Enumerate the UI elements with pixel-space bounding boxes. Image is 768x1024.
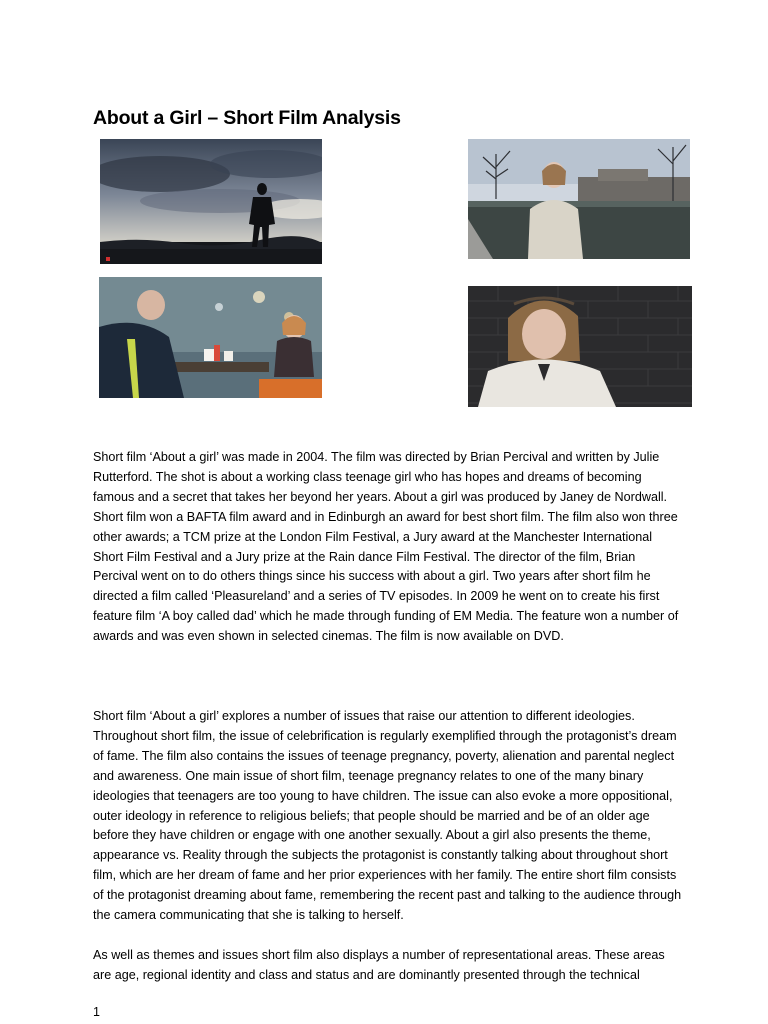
paragraph-issues-themes: Short film ‘About a girl’ explores a number of issues that raise our attention to different ideologies. Throughout short film, the issue of celebrification is regularly exemplified through the protagonist’s dream of fame. The film also contains the issues of teenage pregnancy, poverty, alienation and parental neglect and awareness. One main issue of short film, teenage pregnancy relates to one of the many binary ideologies that teenagers are too young to have children. The issue can also evoke a more oppositional, outer ideology in reference to religious beliefs; that people should be married and be of an older age before they have children or engage with one another sexually. About a girl also presents the theme, appearance vs. Reality through the subjects the protagonist is constantly talking about throughout short film, which are her dream of fame and her prior experiences with her family. The entire short film consists of the protagonist dreaming about fame, remembering the recent past and talking to the audience through the camera communicating that she is talking to herself. [93, 709, 682, 923]
film-still-girl-by-water-image [468, 139, 690, 259]
film-still-girl-brick-wall-image [468, 286, 692, 407]
page-number: 1 [93, 1005, 100, 1019]
paragraph-film-background: Short film ‘About a girl’ was made in 2004. The film was directed by Brian Percival and written by Julie Rutterford. The shot is about a working class teenage girl who has hopes and dreams of becoming famous and a secret that takes her beyond her years. About a girl was produced by Janey de Nordwall. Short film won a BAFTA film award and in Edinburgh an award for best short film. The film also won three other awards; a TCM prize at the London Film Festival, a Jury award at the Manchester International Short Film Festival and a Jury prize at the Rain dance Film Festival. The director of the film, Brian Percival went on to do others things since his success with about a girl. Two years after short film he directed a film called ‘Pleasureland’ and a series of TV episodes. In 2009 he went on to create his first feature film ‘A boy called dad’ which he made through funding of EM Media. The feature won a number of awards and was even shown in selected cinemas. The film is now available on DVD. [93, 450, 679, 644]
page-title: About a Girl – Short Film Analysis [93, 107, 401, 130]
film-still-cafe-scene-image [99, 277, 322, 398]
paragraph-representation: As well as themes and issues short film also displays a number of representational areas. These areas are age, regional identity and class and status and are dominantly presented through the technical [93, 948, 665, 982]
film-still-silhouette-image [100, 139, 322, 264]
